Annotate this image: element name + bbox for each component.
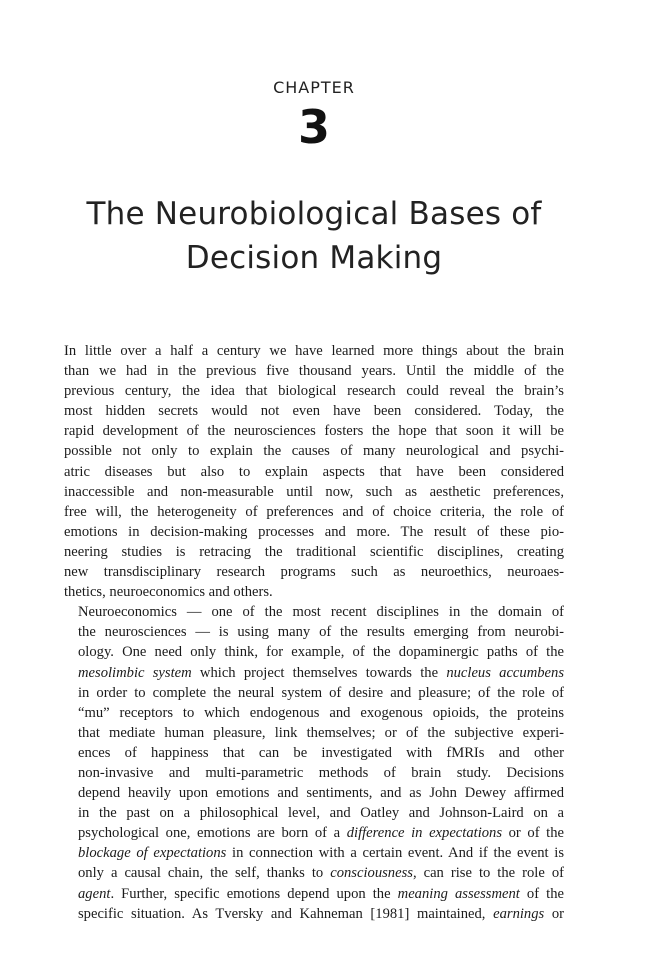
text-line: new transdisciplinary research programs such as neuroethics, neuroaes- — [64, 564, 564, 581]
text-fragment: psychological one, emotions are born of a — [78, 825, 347, 842]
text-line: in the past on a philosophical level, and Oatley and Johnson-Laird on a — [78, 805, 564, 822]
emphasis-consciousness: consciousness — [330, 865, 413, 882]
text-line: than we had in the previous five thousand years. Until the middle of the — [64, 363, 564, 380]
emphasis-difference: difference in expectations — [346, 825, 503, 842]
emphasis-meaning: meaning assessment — [397, 885, 520, 902]
text-fragment: of the — [519, 885, 564, 902]
text-line — [64, 904, 564, 924]
text-line: thetics, neuroeconomics and others. — [64, 584, 273, 601]
text-fragment: only a causal chain, the self, thanks to — [78, 865, 331, 882]
text-line: neering studies is retracing the traditional scientific disciplines, creating — [64, 543, 564, 560]
chapter-label: CHAPTER — [273, 78, 355, 97]
text-line — [64, 663, 564, 683]
text-line — [64, 843, 564, 863]
text-line: that mediate human pleasure, link themselves; or of the subjective experi- — [78, 724, 564, 741]
emphasis-blockage: blockage of expectations — [78, 845, 227, 862]
text-line: previous century, the idea that biological research could reveal the brain’s — [64, 383, 564, 400]
text-line: inaccessible and non-measurable until now, such as aesthetic preferences, — [64, 483, 564, 500]
text-line: emotions in decision-making processes and more. The result of these pio- — [64, 523, 564, 540]
paragraph-2 — [64, 602, 564, 924]
text-line: the neurosciences — is using many of the results emerging from neurobi- — [78, 624, 564, 641]
text-line — [64, 823, 564, 843]
text-line: non-invasive and multi-parametric methods of brain study. Decisions — [78, 764, 564, 781]
text-line: In little over a half a century we have learned more things about the brain — [64, 343, 564, 359]
emphasis-nucleus: nucleus accumbens — [446, 664, 564, 681]
text-fragment: , can rise to the role of — [412, 865, 565, 882]
text-line: in order to complete the neural system of desire and pleasure; of the role of — [78, 684, 564, 701]
text-fragment: which project themselves towards the — [191, 664, 447, 681]
text-line: “mu” receptors to which endogenous and exogenous opioids, the proteins — [78, 704, 564, 721]
text-line: depend heavily upon emotions and sentiments, and as John Dewey affirmed — [78, 785, 564, 802]
text-fragment: or of the — [502, 825, 564, 842]
text-fragment: . Further, specific emotions depend upon the — [110, 885, 398, 902]
text-line: possible not only to explain the causes of many neurological and psychi- — [64, 443, 564, 460]
text-fragment: specific situation. As Tversky and Kahneman [1981] maintained, — [78, 905, 494, 922]
emphasis-mesolimbic: mesolimbic system — [78, 664, 192, 681]
text-line: ences of happiness that can be investigated with fMRIs and other — [78, 744, 564, 761]
text-line: ology. One need only think, for example, of the dopaminergic paths of the — [78, 644, 564, 661]
emphasis-earnings: earnings — [493, 905, 545, 922]
chapter-title-line-2: Decision Making — [185, 240, 443, 276]
text-line: free will, the heterogeneity of preferences and of choice criteria, the role of — [64, 503, 564, 520]
text-line: most hidden secrets would not even have been considered. Today, the — [64, 403, 564, 420]
chapter-title — [0, 192, 628, 280]
text-line — [64, 863, 564, 883]
text-line — [64, 884, 564, 904]
text-line: rapid development of the neurosciences fosters the hope that soon it will be — [64, 423, 564, 440]
text-line: atric diseases but also to explain aspects that have been considered — [64, 463, 564, 480]
chapter-number: 3 — [297, 100, 330, 154]
paragraph-1 — [64, 341, 564, 602]
text-line: Neuroeconomics — one of the most recent disciplines in the domain of — [78, 604, 564, 621]
text-fragment: in connection with a certain event. And if the event is — [226, 845, 565, 862]
text-fragment: or — [544, 905, 564, 922]
body-text — [64, 341, 564, 924]
chapter-title-line-1: The Neurobiological Bases of — [86, 196, 542, 232]
emphasis-agent: agent — [78, 885, 111, 902]
